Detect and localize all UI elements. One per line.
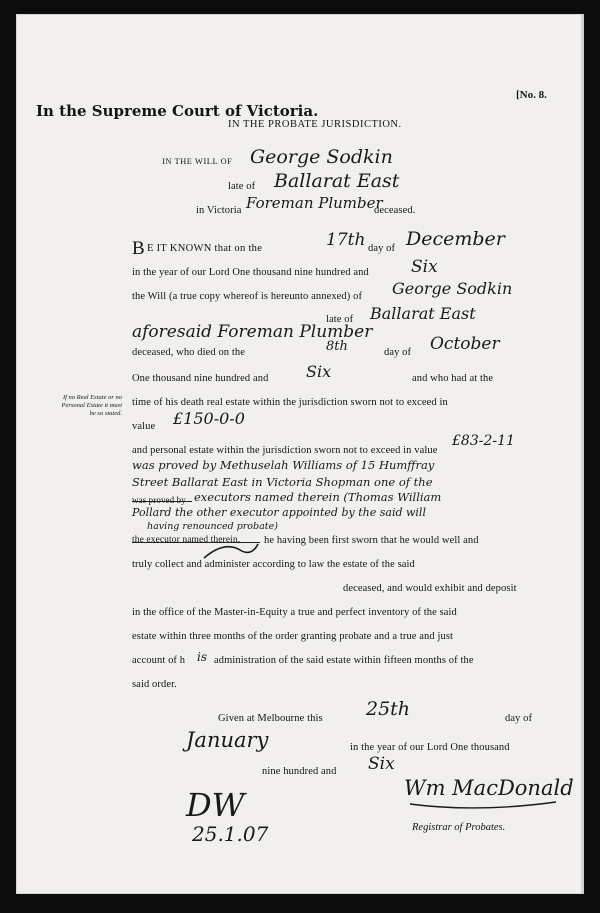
late-of-label-2: late of [326, 314, 354, 325]
account-of-text: account of h [132, 655, 186, 666]
proved-by-handwritten-line-4: Pollard the other executor appointed by the said will [132, 506, 426, 519]
died-year-handwritten: Six [306, 362, 332, 381]
month-handwritten: December [406, 228, 505, 250]
proved-by-handwritten-line-5: having renounced probate) [147, 521, 278, 532]
aforesaid-occupation-handwritten: aforesaid Foreman Plumber [132, 322, 373, 342]
given-year-handwritten: Six [368, 754, 395, 774]
strike-through-was-proved-by [132, 501, 192, 502]
proved-by-handwritten-line-1: was proved by Methuselah Williams of 15 Humffray [132, 458, 435, 472]
be-it-known-text: E IT KNOWN that on the [147, 243, 263, 254]
drop-cap-b: B [132, 238, 145, 259]
day-handwritten: 17th [326, 230, 366, 250]
died-day-handwritten: 8th [326, 339, 348, 354]
year-handwritten: Six [411, 257, 438, 277]
truly-collect-text: truly collect and administer according to law the estate of the said [132, 559, 415, 570]
place-handwritten: Ballarat East [274, 170, 400, 192]
nine-hundred-and-text: nine hundred and [262, 766, 337, 777]
given-in-the-year-text: in the year of our Lord One thousand [350, 742, 510, 753]
probate-document-page [16, 14, 584, 894]
court-title: In the Supreme Court of Victoria. [36, 102, 319, 120]
administration-text: administration of the said estate within fifteen months of the [214, 655, 474, 666]
given-month-handwritten: January [186, 728, 269, 752]
day-of-label-2: day of [384, 347, 412, 358]
testator-handwritten-2: George Sodkin [392, 279, 513, 298]
late-of-place-handwritten: Ballarat East [370, 304, 476, 323]
in-victoria-label: in Victoria [196, 205, 242, 216]
margin-note: If no Real Estate or no Personal Estate it must be so stated. [61, 394, 122, 417]
given-day-of-label: day of [505, 713, 533, 724]
personal-estate-value-handwritten: £83-2-11 [452, 433, 515, 449]
and-who-had-text: and who had at the [412, 373, 494, 384]
executor-named-struck: the executor named therein, [132, 535, 241, 545]
time-of-death-text: time of his death real estate within the jurisdiction sworn not to exceed in [132, 397, 448, 408]
late-of-label: late of [228, 181, 256, 192]
proved-by-handwritten-line-2: Street Ballarat East in Victoria Shopman one of the [132, 475, 433, 489]
personal-estate-text: and personal estate within the jurisdiction sworn not to exceed in value [132, 445, 438, 456]
clerk-initials: DW [186, 786, 245, 824]
the-will-text: the Will (a true copy whereof is hereunto annexed) of [132, 291, 363, 302]
in-the-year-text: in the year of our Lord One thousand nine hundred and [132, 267, 369, 278]
deceased-who-died-text: deceased, who died on the [132, 347, 246, 358]
occupation-handwritten: Foreman Plumber [246, 194, 383, 212]
given-day-handwritten: 25th [366, 698, 411, 720]
he-having-text: he having been first sworn that he would well and [264, 535, 479, 546]
testator-name-handwritten: George Sodkin [250, 146, 393, 168]
jurisdiction-heading: IN THE PROBATE JURISDICTION. [228, 119, 402, 130]
real-estate-value-handwritten: £150-0-0 [173, 409, 245, 428]
registrar-signature: Wm MacDonald [404, 776, 574, 800]
annotation-date: 25.1.07 [192, 822, 269, 846]
dash-flourish-mark [200, 536, 260, 564]
value-label: value [132, 421, 156, 432]
given-at-text: Given at Melbourne this [218, 713, 323, 724]
deceased-exhibit-text: deceased, and would exhibit and deposit [343, 583, 517, 594]
account-his-handwritten: is [197, 650, 207, 664]
one-thousand-text: One thousand nine hundred and [132, 373, 269, 384]
signature-underline [408, 798, 558, 812]
estate-within-text: estate within three months of the order granting probate and a true and just [132, 631, 454, 642]
proved-by-handwritten-line-3: executors named therein (Thomas William [194, 490, 442, 504]
form-number: [No. 8. [516, 89, 547, 101]
day-of-label: day of [368, 243, 396, 254]
was-proved-by-printed: was proved by [132, 495, 186, 505]
deceased-label: deceased. [374, 205, 416, 216]
in-the-office-text: in the office of the Master-in-Equity a true and perfect inventory of the said [132, 607, 457, 618]
died-month-handwritten: October [430, 334, 500, 354]
in-the-will-of-label: IN THE WILL OF [162, 156, 233, 166]
registrar-title: Registrar of Probates. [412, 822, 506, 833]
said-order-text: said order. [132, 679, 177, 690]
